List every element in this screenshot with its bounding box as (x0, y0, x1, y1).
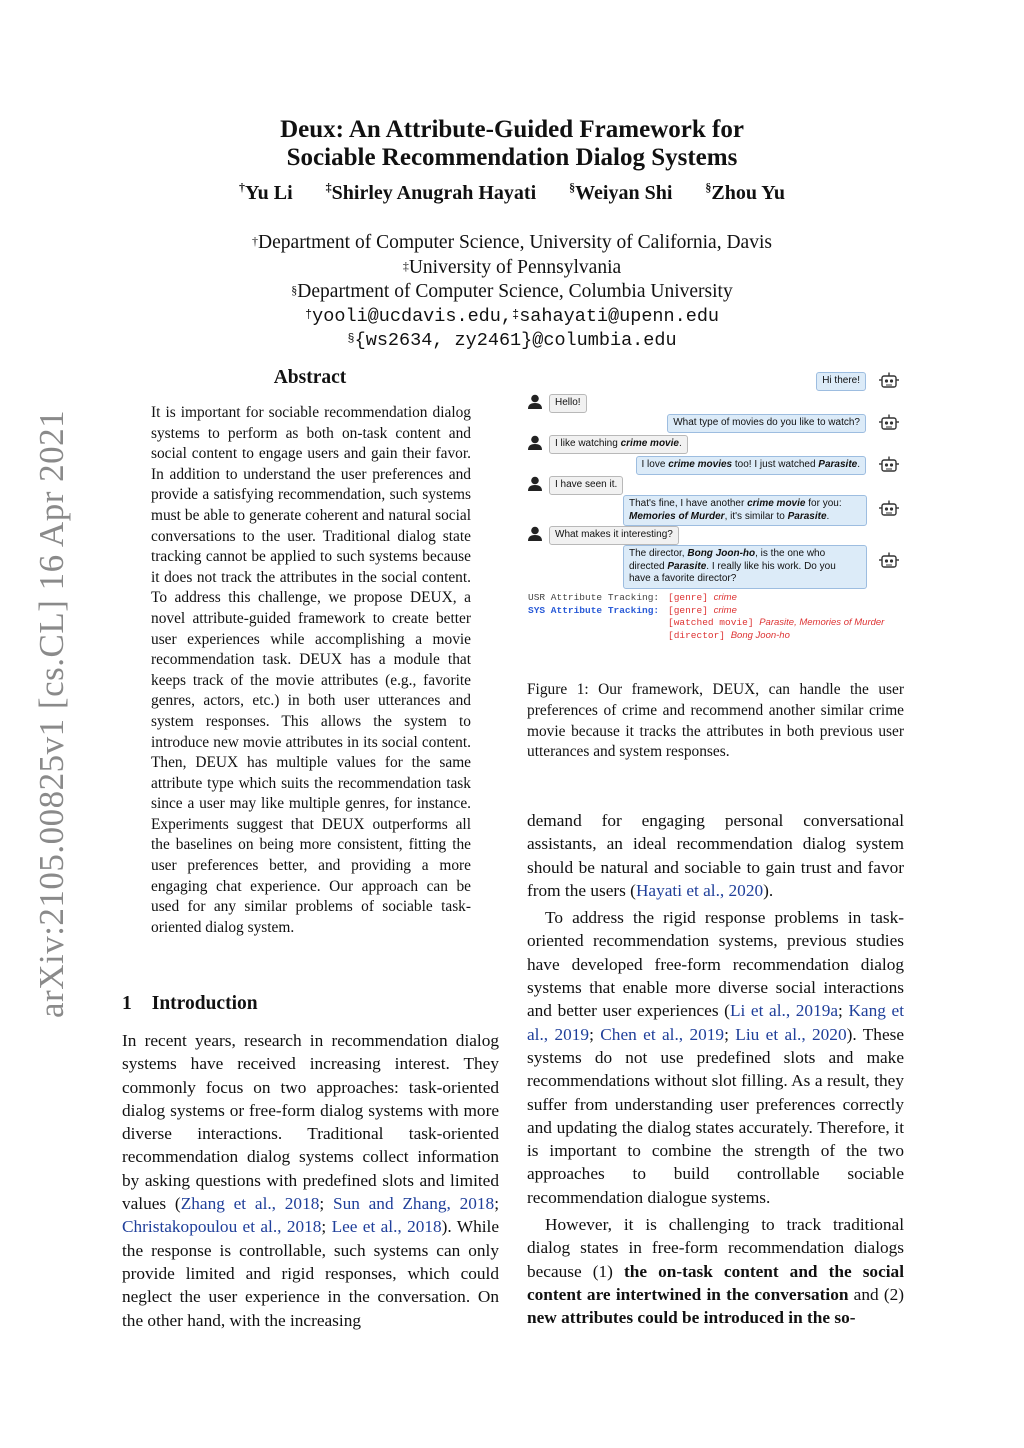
section-number: 1 (122, 993, 132, 1014)
citation-link[interactable]: Christakopoulou et al., 2018 (122, 1217, 322, 1237)
intro-paragraph-2: demand for engaging personal conversational assistants, an ideal recommendation dialog system should be natural and sociable to gain trust and favor from the users (Hayati et al., 2020). (527, 811, 904, 900)
email-line: §{ws2634, zy2461}@columbia.edu (347, 330, 677, 351)
abstract-text: It is important for sociable recommendation dialog systems to perform as both on-task content and social content to engage users and gain their favor. In addition to understand the user preferences and provide a satisfying recommendation, such systems must be able to generate coherent and natural social conversations to the user. Traditional dialog state tracking cannot be applied to such systems because it does not track the attributes in the social content. To address this challenge, we propose DEUX, a novel attribute-guided framework to create better user experiences while accomplishing a movie recommendation task. DEUX has a module that keeps track of the movie attributes (e.g., favorite genres, actors, etc.) in both user utterances and system responses. This allows the system to introduce new movie attributes in its social content. Then, DEUX has multiple values for the same attribute type which suits the recommendation task since a user may like multiple genres, for instance. Experiments suggest that DEUX outperforms all the baselines on being more consistent, fitting the user preferences better, and providing a more engaging chat experience. Our approach can be used for any similar problems of sociable task-oriented dialog system. (151, 404, 471, 936)
user-icon (527, 394, 543, 410)
citation-link[interactable]: Liu et al., 2020 (735, 1024, 847, 1044)
usr-bubble: I have seen it. (549, 476, 623, 495)
author-list (180, 182, 844, 205)
citation-link[interactable]: Chen et al., 2019 (600, 1024, 725, 1044)
usr-bubble: I like watching crime movie. (549, 435, 688, 454)
arxiv-stamp: arXiv:2105.00825v1 [cs.CL] 16 Apr 2021 (32, 409, 71, 1018)
user-icon (527, 435, 543, 451)
intro-right-column (527, 809, 904, 1330)
citation-link[interactable]: Lee et al., 2018 (331, 1217, 442, 1237)
affiliation: §Department of Computer Science, Columbia University (291, 281, 733, 302)
citation-link[interactable]: Zhang et al., 2018 (180, 1194, 320, 1214)
robot-icon (878, 372, 900, 390)
title-line-1: Deux: An Attribute-Guided Framework for (280, 116, 744, 143)
author: §Weiyan Shi (569, 180, 673, 204)
figure-caption: Figure 1: Our framework, DEUX, can handle the user preferences of crime and recommend another similar crime movie because it tracks the attributes in both previous user utterances and system responses. (527, 681, 904, 761)
affiliation: †Department of Computer Science, University of California, Davis (252, 232, 772, 253)
affiliations (160, 231, 864, 354)
sys-tracking-row: [genre] crime (668, 605, 737, 616)
abstract-heading: Abstract (273, 367, 347, 388)
affiliation: ‡University of Pennsylvania (402, 256, 622, 278)
sys-tracking-row: [watched movie] Parasite, Memories of Murder (668, 617, 885, 628)
citation-link[interactable]: Kang et al., 2019 (527, 1001, 904, 1044)
usr-bubble: Hello! (549, 394, 587, 413)
sys-bubble: What type of movies do you like to watch? (667, 414, 866, 433)
author: †Yu Li (239, 180, 293, 204)
robot-icon (878, 500, 900, 518)
usr-bubble: What makes it interesting? (549, 526, 679, 545)
author: ‡Shirley Anugrah Hayati (325, 180, 537, 204)
citation-link[interactable]: Hayati et al., 2020 (635, 880, 764, 900)
sys-tracking-label: SYS Attribute Tracking: (528, 605, 660, 616)
intro-paragraph-3: To address the rigid response problems in task-oriented recommendation systems, previous studies have developed free-form recommendation dialog systems that enable more diverse social interactions and better user experiences (Li et al., 2019a; Kang et al., 2019; Chen et al., 2019; Liu et al., 2020). These systems do not use predefined slots and make recommendations without slot filling. As a result, they suffer from understanding user preferences correctly and updating the dialog states accurately. Therefore, it is important to combine the strength of the two approaches to build controllable sociable recommendation dialogue systems. (527, 908, 905, 1207)
usr-tracking-row: [genre] crime (668, 592, 737, 603)
citation-link[interactable]: Li et al., 2019a (729, 1001, 839, 1021)
robot-icon (878, 552, 900, 570)
section-title: Introduction (151, 993, 258, 1014)
intro-paragraph-1: In recent years, research in recommendation dialog systems have received increasing interest. They commonly focus on two approaches: task-oriented dialog systems or free-form dialog systems with more diverse interactions. Traditional task-oriented recommendation dialog systems collect information by asking questions with predefined slots and limited values (Zhang et al., 2018; Sun and Zhang, 2018; Christakopoulou et al., 2018; Lee et al., 2018). While the response is controllable, such systems can only provide limited and rigid responses, which could neglect the user experience in the conversation. On the other hand, with the increasing (122, 1031, 499, 1330)
sys-tracking-row: [director] Bong Joon-ho (668, 630, 790, 641)
robot-icon (878, 456, 900, 474)
section-heading-introduction (122, 993, 258, 1015)
figure-1-dialog (522, 366, 908, 646)
email-line: †yooli@ucdavis.edu,‡sahayati@upenn.edu (304, 305, 720, 327)
sys-bubble: That's fine, I have another crime movie for you: Memories of Murder, it's similar to Parasite. (623, 495, 867, 526)
robot-icon (878, 414, 900, 432)
intro-paragraph-4: However, it is challenging to track traditional dialog states in free-form recommendation dialogs because (1) the on-task content and the social content are intertwined in the conversation and (2) new attributes could be introduced in the so- (527, 1215, 904, 1328)
user-icon (527, 476, 543, 492)
author: §Zhou Yu (705, 180, 785, 204)
citation-link[interactable]: Sun and Zhang, 2018 (332, 1194, 495, 1214)
user-icon (527, 526, 543, 542)
sys-bubble: I love crime movies too! I just watched Parasite. (636, 456, 867, 475)
title-line-2: Sociable Recommendation Dialog Systems (286, 144, 738, 171)
sys-bubble: Hi there! (816, 372, 866, 391)
sys-bubble: The director, Bong Joon-ho, is the one who directed Parasite. I really like his work. Do you have a favorite director? (623, 545, 867, 589)
paper-title (200, 116, 824, 172)
usr-tracking-label: USR Attribute Tracking: (528, 592, 660, 603)
